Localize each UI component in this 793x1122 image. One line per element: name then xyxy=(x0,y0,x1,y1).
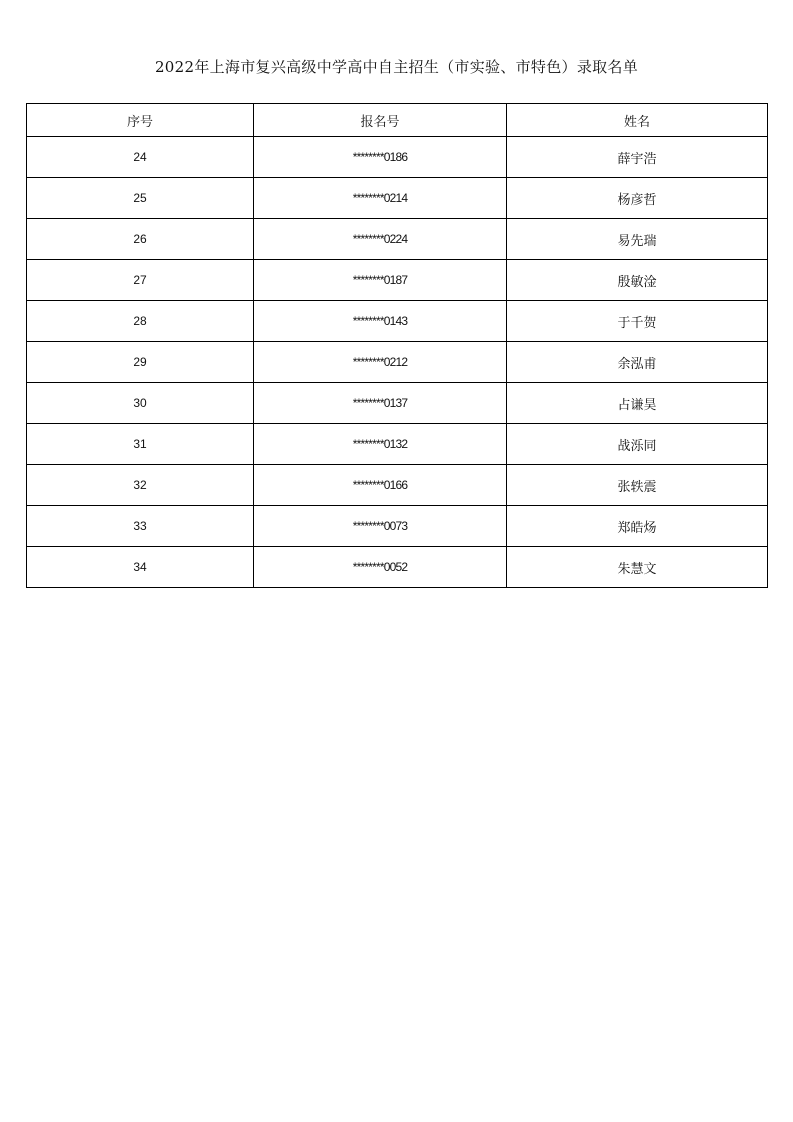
cell-seq: 31 xyxy=(27,424,254,465)
header-reg-no: 报名号 xyxy=(254,104,507,137)
cell-seq: 27 xyxy=(27,260,254,301)
table-row xyxy=(27,547,768,588)
header-seq: 序号 xyxy=(27,104,254,137)
cell-reg-no: ********0052 xyxy=(254,547,507,588)
cell-name: 郑皓炀 xyxy=(507,506,768,547)
cell-name: 于千贺 xyxy=(507,301,768,342)
cell-name: 张轶震 xyxy=(507,465,768,506)
cell-reg-no: ********0212 xyxy=(254,342,507,383)
cell-name: 易先瑞 xyxy=(507,219,768,260)
table-row xyxy=(27,137,768,178)
table-header xyxy=(27,104,768,137)
table-body xyxy=(27,137,768,588)
document-title: 2022年上海市复兴高级中学高中自主招生（市实验、市特色）录取名单 xyxy=(154,58,639,76)
header-row xyxy=(27,104,768,137)
cell-seq: 28 xyxy=(27,301,254,342)
cell-name: 杨彦哲 xyxy=(507,178,768,219)
cell-reg-no: ********0187 xyxy=(254,260,507,301)
cell-seq: 25 xyxy=(27,178,254,219)
table-row xyxy=(27,342,768,383)
cell-name: 余泓甫 xyxy=(507,342,768,383)
cell-reg-no: ********0166 xyxy=(254,465,507,506)
cell-name: 朱慧文 xyxy=(507,547,768,588)
cell-name: 战泺同 xyxy=(507,424,768,465)
cell-reg-no: ********0224 xyxy=(254,219,507,260)
cell-reg-no: ********0186 xyxy=(254,137,507,178)
cell-name: 殷敏淦 xyxy=(507,260,768,301)
cell-reg-no: ********0137 xyxy=(254,383,507,424)
header-name: 姓名 xyxy=(507,104,768,137)
table-row xyxy=(27,424,768,465)
cell-seq: 26 xyxy=(27,219,254,260)
cell-name: 薛宇浩 xyxy=(507,137,768,178)
table-row xyxy=(27,465,768,506)
cell-reg-no: ********0132 xyxy=(254,424,507,465)
cell-seq: 32 xyxy=(27,465,254,506)
table-row xyxy=(27,383,768,424)
table-row xyxy=(27,506,768,547)
table-row xyxy=(27,178,768,219)
cell-name: 占谦昊 xyxy=(507,383,768,424)
cell-reg-no: ********0143 xyxy=(254,301,507,342)
table-row xyxy=(27,260,768,301)
cell-seq: 33 xyxy=(27,506,254,547)
table-row xyxy=(27,219,768,260)
cell-reg-no: ********0214 xyxy=(254,178,507,219)
cell-seq: 24 xyxy=(27,137,254,178)
admission-table xyxy=(26,103,768,588)
table-row xyxy=(27,301,768,342)
cell-seq: 30 xyxy=(27,383,254,424)
cell-reg-no: ********0073 xyxy=(254,506,507,547)
cell-seq: 34 xyxy=(27,547,254,588)
cell-seq: 29 xyxy=(27,342,254,383)
